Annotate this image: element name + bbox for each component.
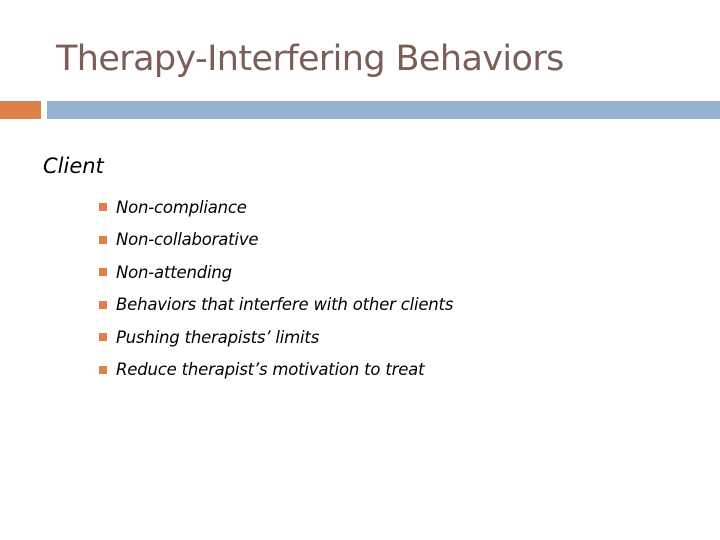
title-divider-accent (0, 101, 41, 119)
bullet-text: Behaviors that interfere with other clients (116, 295, 454, 315)
square-bullet-icon (99, 333, 107, 341)
square-bullet-icon (99, 203, 107, 211)
slide-content (43, 153, 703, 386)
bullet-text: Reduce therapist’s motivation to treat (116, 360, 425, 380)
bullet-text: Non-compliance (116, 197, 247, 217)
bullet-list (43, 191, 703, 386)
title-divider-bar (47, 101, 720, 119)
square-bullet-icon (99, 236, 107, 244)
bullet-item (99, 289, 703, 322)
bullet-item (99, 191, 703, 224)
square-bullet-icon (99, 301, 107, 309)
bullet-item (99, 321, 703, 354)
bullet-item (99, 256, 703, 289)
bullet-text: Non-attending (116, 262, 232, 282)
bullet-text: Non-collaborative (116, 230, 259, 250)
bullet-item (99, 354, 703, 387)
bullet-item (99, 224, 703, 257)
bullet-text: Pushing therapists’ limits (116, 327, 320, 347)
section-heading: Client (43, 154, 104, 178)
square-bullet-icon (99, 366, 107, 374)
slide-title: Therapy-Interfering Behaviors (56, 39, 564, 79)
square-bullet-icon (99, 268, 107, 276)
